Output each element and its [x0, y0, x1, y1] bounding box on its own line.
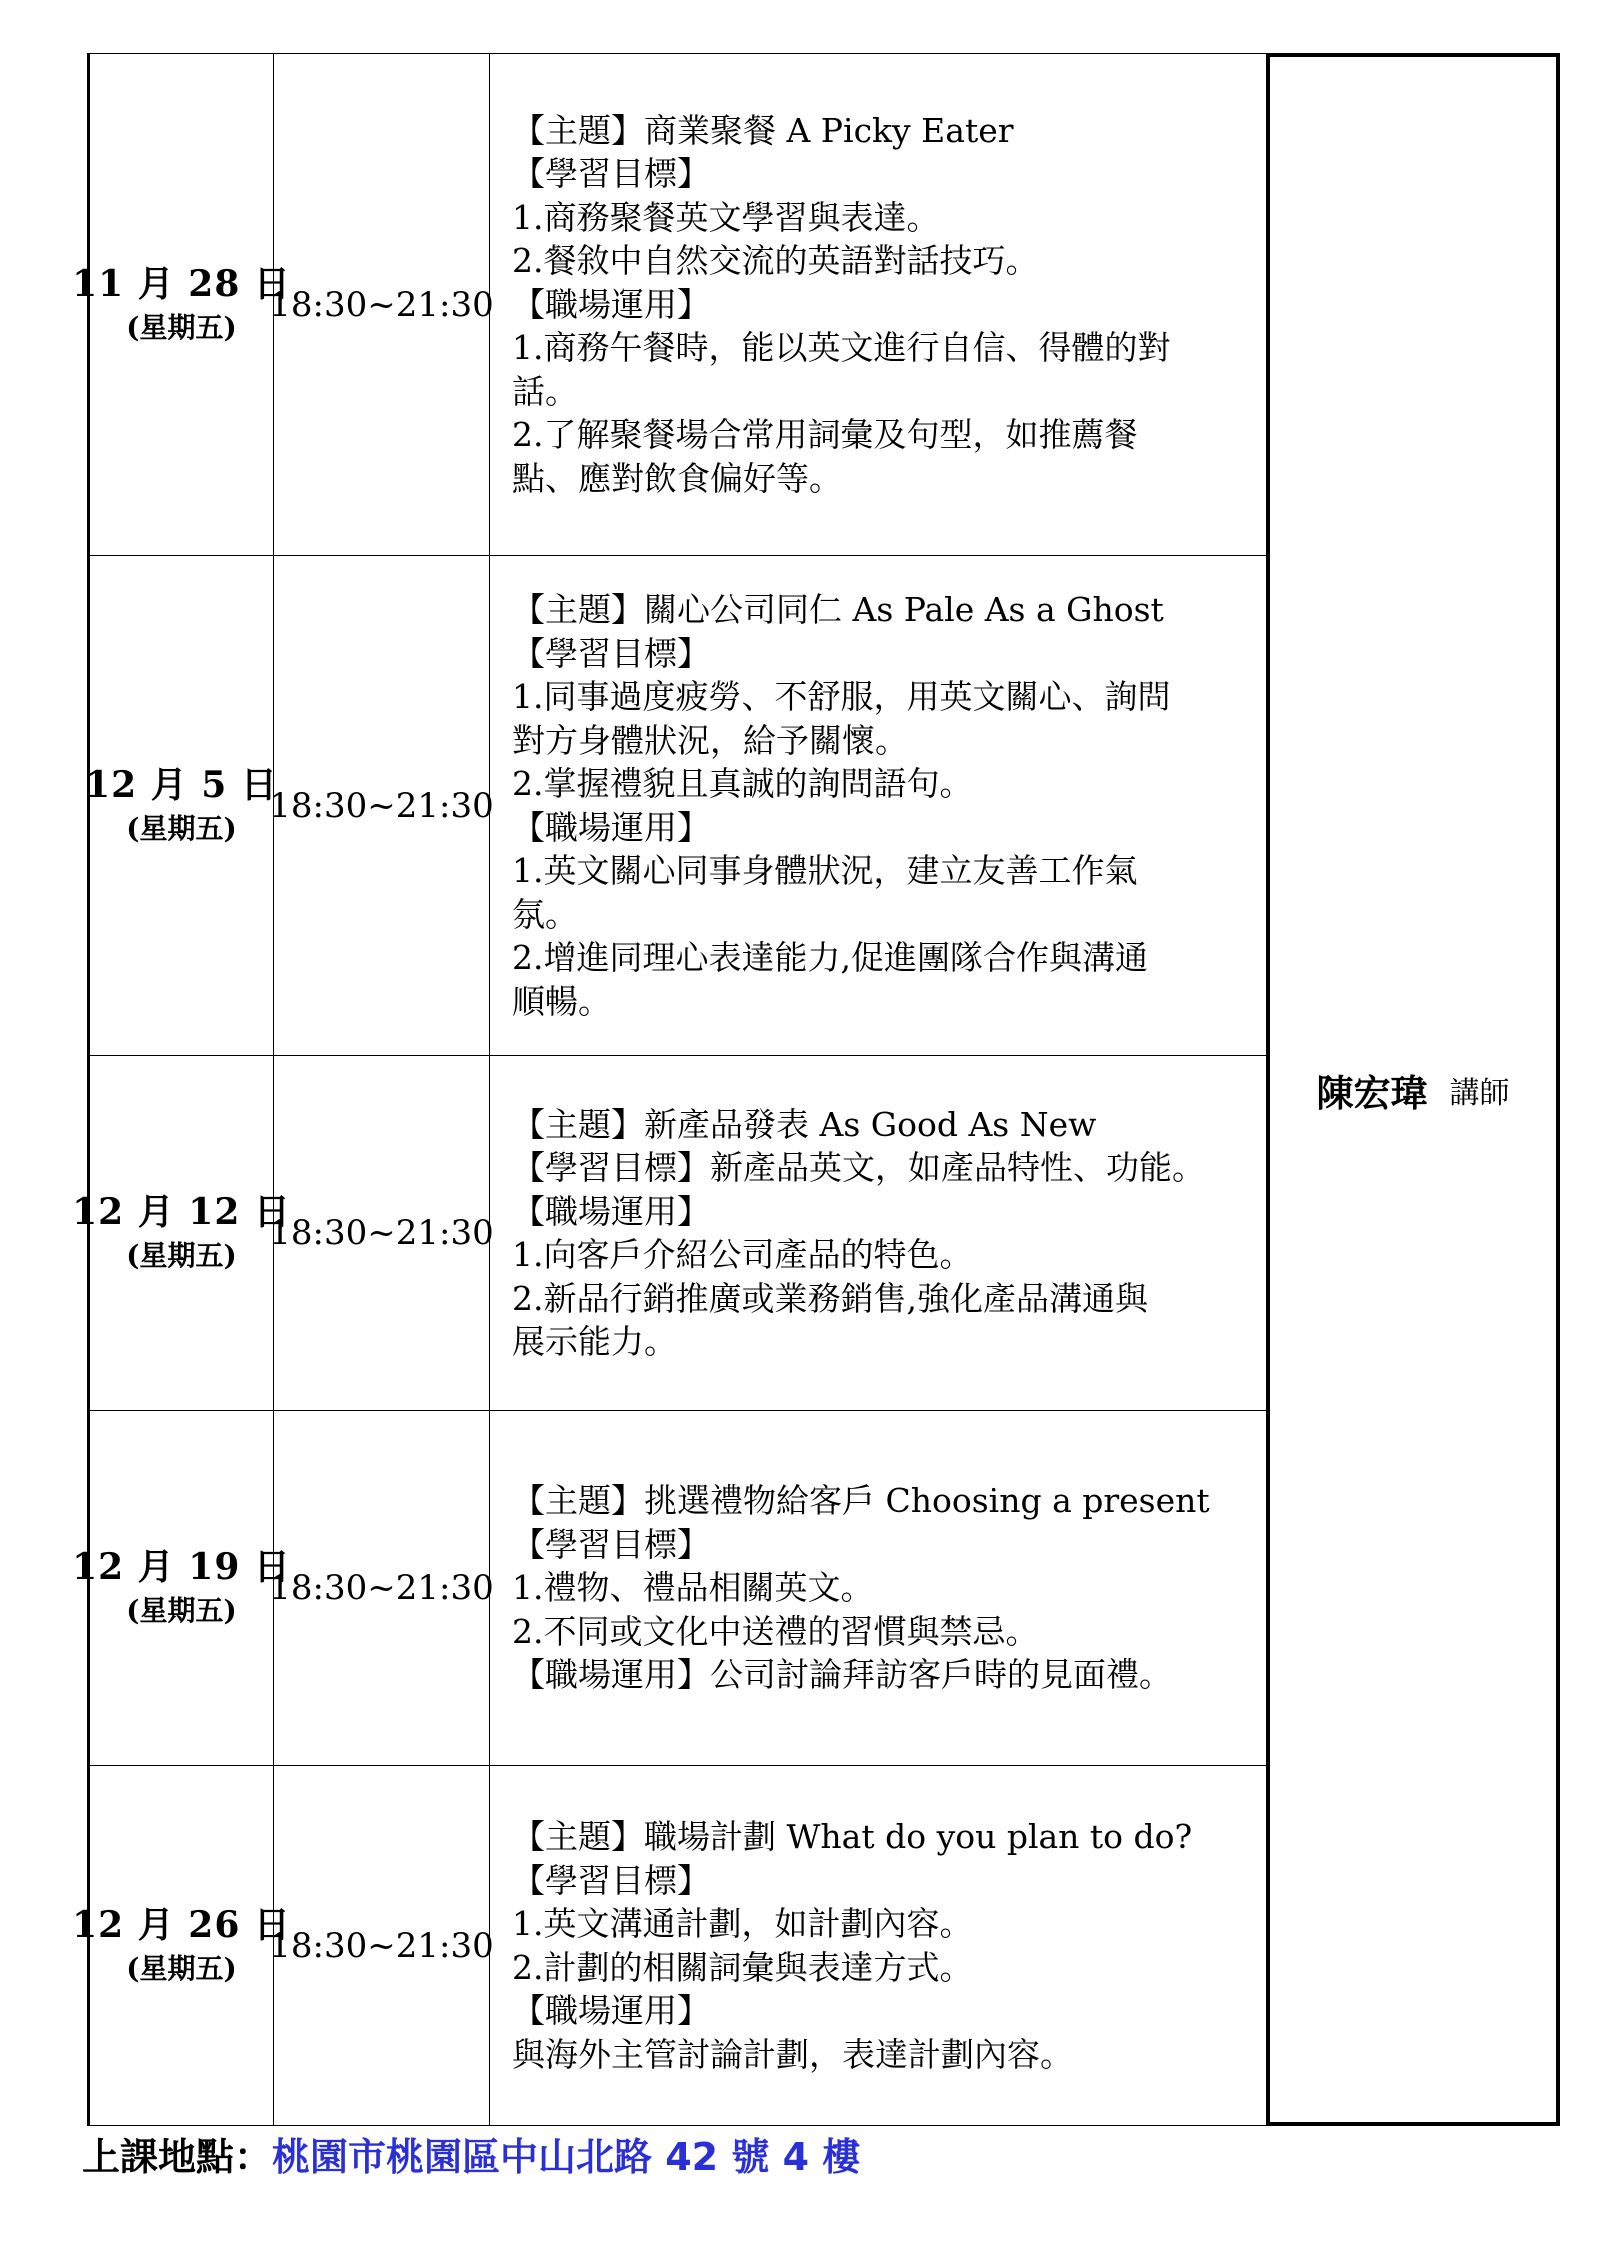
content-cell — [490, 54, 1270, 555]
session-date: 11 月 28 日 — [72, 262, 291, 305]
session-time: 18:30~21:30 — [269, 785, 494, 826]
content-line: 【學習目標】 — [512, 1860, 710, 1900]
content-line: 1.向客戶介紹公司產品的特色。 — [512, 1235, 973, 1274]
date-cell — [72, 1411, 291, 1765]
content-cell — [490, 1056, 1270, 1410]
date-cell — [72, 1766, 291, 2125]
content-cell — [490, 556, 1270, 1055]
content-line: 2.了解聚餐場合常用詞彙及句型，如推薦餐 — [512, 415, 1138, 455]
content-line: 【學習目標】 — [512, 633, 710, 673]
sessions-grid — [72, 53, 1267, 2126]
session-row — [72, 1056, 1270, 1411]
content-line: 1.商務午餐時，能以英文進行自信、得體的對 — [512, 328, 1171, 368]
session-time: 18:30~21:30 — [269, 1925, 494, 1966]
content-line: 【學習目標】新產品英文，如產品特性、功能。 — [512, 1148, 1205, 1187]
content-line: 點、應對飲食偏好等。 — [512, 458, 842, 498]
content-line: 2.不同或文化中送禮的習慣與禁忌。 — [512, 1611, 1039, 1651]
session-weekday: (星期五) — [126, 1239, 237, 1273]
content-line: 【主題】新產品發表 As Good As New — [512, 1104, 1097, 1144]
session-weekday: (星期五) — [126, 1951, 237, 1985]
content-line: 2.掌握禮貌且真誠的詢問語句。 — [512, 764, 973, 803]
session-row — [72, 1411, 1270, 1766]
content-line: 【職場運用】 — [512, 284, 710, 324]
time-cell — [269, 556, 494, 1055]
date-cell — [72, 1056, 291, 1410]
time-cell — [269, 54, 494, 555]
content-line: 1.商務聚餐英文學習與表達。 — [512, 197, 940, 237]
content-line: 【主題】商業聚餐 A Picky Eater — [512, 110, 1014, 150]
session-row — [72, 53, 1270, 556]
content-line: 氛。 — [512, 894, 578, 934]
content-line: 【職場運用】公司討論拜訪客戶時的見面禮。 — [512, 1655, 1172, 1695]
session-weekday: (星期五) — [126, 811, 237, 845]
location-label: 上課地點： — [82, 2134, 273, 2179]
time-cell — [269, 1766, 494, 2125]
content-line: 【職場運用】 — [512, 1991, 710, 2030]
content-line: 展示能力。 — [512, 1322, 677, 1361]
course-schedule-table — [72, 53, 1560, 2126]
instructor-cell — [1266, 53, 1560, 2126]
session-time: 18:30~21:30 — [269, 1213, 494, 1253]
content-line: 1.同事過度疲勞、不舒服，用英文關心、詢問 — [512, 677, 1171, 716]
instructor-name: 陳宏瑋 — [1316, 1071, 1428, 1115]
content-line: 話。 — [512, 371, 578, 411]
content-line: 2.增進同理心表達能力,促進團隊合作與溝通 — [512, 938, 1148, 977]
class-location — [82, 2125, 860, 2181]
session-weekday: (星期五) — [126, 310, 237, 344]
date-cell — [72, 54, 291, 555]
time-cell — [269, 1056, 494, 1410]
content-line: 1.禮物、禮品相關英文。 — [512, 1568, 874, 1608]
content-line: 【學習目標】 — [512, 154, 710, 194]
session-time: 18:30~21:30 — [269, 284, 494, 325]
content-cell — [490, 1766, 1270, 2125]
session-date: 12 月 19 日 — [72, 1546, 291, 1589]
session-time: 18:30~21:30 — [269, 1568, 494, 1608]
session-date: 12 月 26 日 — [72, 1903, 291, 1946]
session-weekday: (星期五) — [126, 1594, 237, 1628]
date-cell — [85, 556, 278, 1055]
content-line: 【職場運用】 — [512, 807, 710, 847]
content-line: 1.英文溝通計劃，如計劃內容。 — [512, 1904, 973, 1943]
session-date: 12 月 5 日 — [85, 763, 278, 806]
content-line: 與海外主管討論計劃，表達計劃內容。 — [512, 2034, 1073, 2074]
content-line: 對方身體狀況，給予關懷。 — [512, 720, 908, 760]
content-line: 【主題】職場計劃 What do you plan to do? — [512, 1817, 1193, 1856]
content-line: 【學習目標】 — [512, 1524, 710, 1564]
instructor-title: 講師 — [1449, 1075, 1510, 1111]
content-cell — [490, 1411, 1270, 1765]
session-row — [72, 1766, 1270, 2126]
content-line: 【主題】挑選禮物給客戶 Choosing a present — [512, 1481, 1210, 1521]
content-line: 2.餐敘中自然交流的英語對話技巧。 — [512, 241, 1039, 281]
content-line: 【主題】關心公司同仁 As Pale As a Ghost — [512, 590, 1164, 629]
session-date: 12 月 12 日 — [72, 1191, 291, 1234]
content-line: 1.英文關心同事身體狀況，建立友善工作氣 — [512, 851, 1138, 890]
time-cell — [269, 1411, 494, 1765]
content-line: 順暢。 — [512, 981, 611, 1021]
content-line: 2.新品行銷推廣或業務銷售,強化產品溝通與 — [512, 1278, 1148, 1318]
session-row — [85, 556, 1270, 1056]
content-line: 2.計劃的相關詞彙與表達方式。 — [512, 1947, 973, 1987]
content-line: 【職場運用】 — [512, 1191, 710, 1231]
location-address: 桃園市桃園區中山北路 42 號 4 樓 — [272, 2134, 861, 2179]
